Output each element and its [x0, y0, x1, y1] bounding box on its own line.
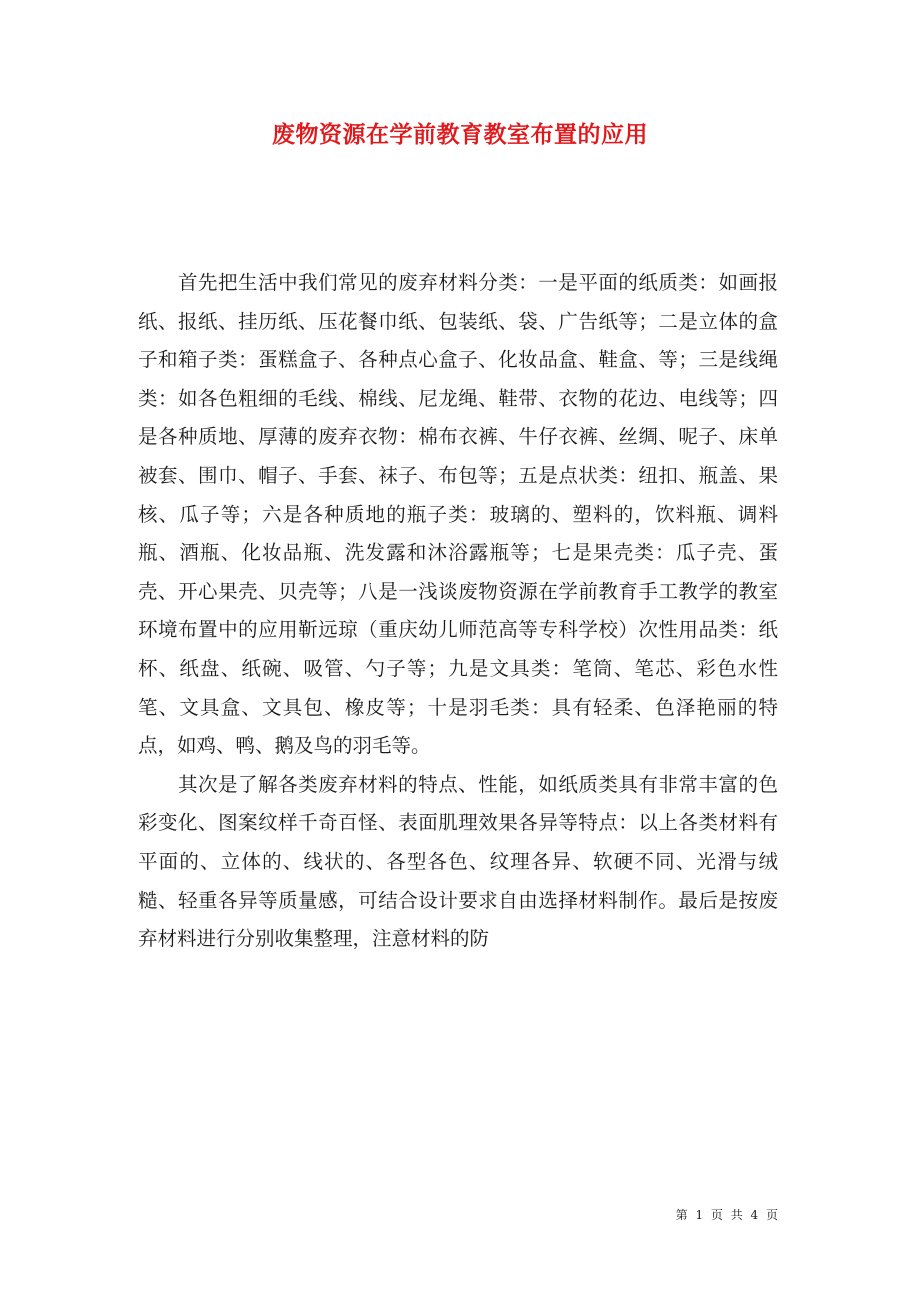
document-title: 废物资源在学前教育教室布置的应用	[272, 121, 648, 148]
document-body	[138, 264, 778, 959]
paragraph-2: 其次是了解各类废弃材料的特点、性能，如纸质类具有非常丰富的色彩变化、图案纹样千奇百怪、表面肌理效果各异等特点：以上各类材料有平面的、立体的、线状的、各型各色、纹理各异、软硬不同、光滑与绒糙、轻重各异等质量感，可结合设计要求自由选择材料制作。最后是按废弃材料进行分别收集整理，注意材料的防	[138, 772, 778, 951]
paragraph-1: 首先把生活中我们常见的废弃材料分类：一是平面的纸质类：如画报纸、报纸、挂历纸、压花餐巾纸、包装纸、袋、广告纸等；二是立体的盒子和箱子类：蛋糕盒子、各种点心盒子、化妆品盒、鞋盒、等；三是线绳类：如各色粗细的毛线、棉线、尼龙绳、鞋带、衣物的花边、电线等；四是各种质地、厚薄的废弃衣物：棉布衣裤、牛仔衣裤、丝绸、呢子、床单被套、围巾、帽子、手套、袜子、布包等；五是点状类：纽扣、瓶盖、果核、瓜子等；六是各种质地的瓶子类：玻璃的、塑料的，饮料瓶、调料瓶、酒瓶、化妆品瓶、洗发露和沐浴露瓶等；七是果壳类：瓜子壳、蛋壳、开心果壳、贝壳等；八是一浅谈废物资源在学前教育手工教学的教室环境布置中的应用靳远琼（重庆幼儿师范高等专科学校）次性用品类：纸杯、纸盘、纸碗、吸管、勺子等；九是文具类：笔筒、笔芯、彩色水性笔、文具盒、文具包、橡皮等；十是羽毛类：具有轻柔、色泽艳丽的特点，如鸡、鸭、鹅及鸟的羽毛等。	[138, 271, 778, 758]
page-number: 第 1 页 共 4 页	[675, 1208, 780, 1222]
